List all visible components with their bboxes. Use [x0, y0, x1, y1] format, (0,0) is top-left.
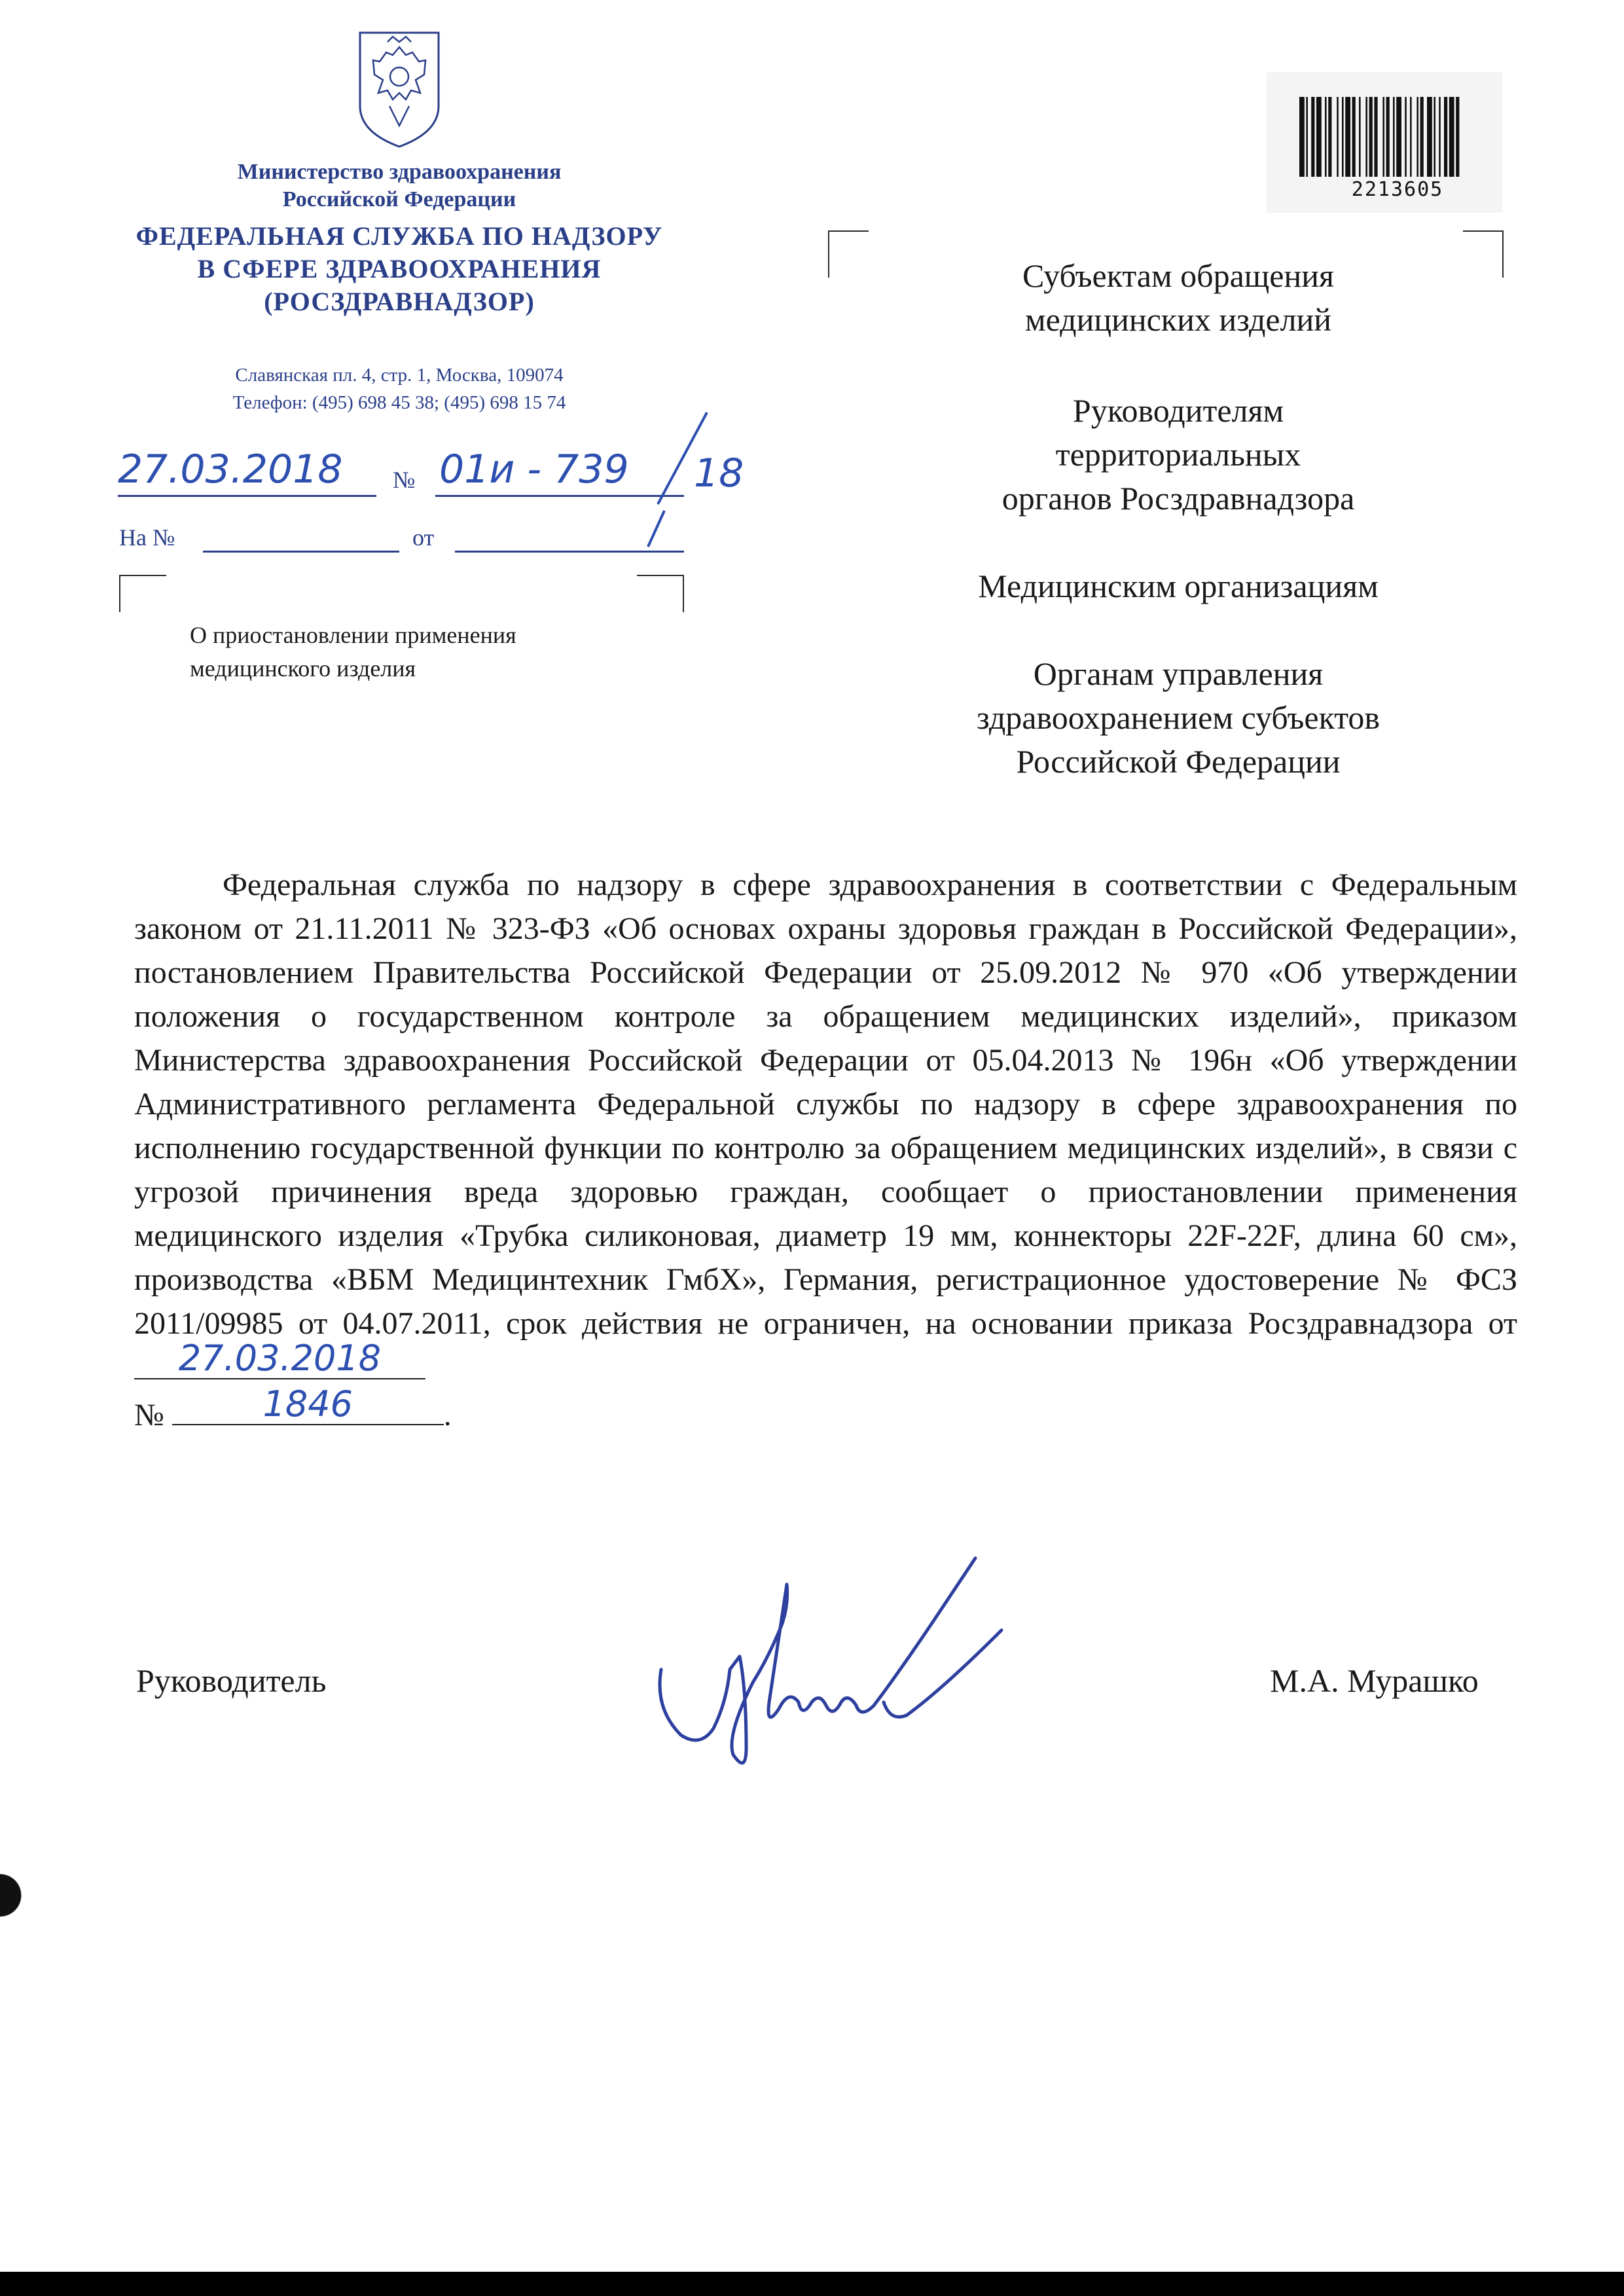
scan-edge	[0, 2272, 1624, 2296]
reply-number-label: На №	[119, 524, 175, 551]
ministry-name	[124, 158, 674, 213]
addressee-group-2	[871, 389, 1486, 520]
order-date: 27.03.2018	[178, 1338, 382, 1379]
reply-number-line	[203, 527, 399, 553]
service-line-2: В СФЕРЕ ЗДРАВООХРАНЕНИЯ	[197, 254, 602, 283]
barcode-bar	[1456, 97, 1459, 177]
barcode-bar	[1365, 97, 1367, 177]
barcode-bar	[1382, 97, 1384, 177]
barcode-bar	[1449, 97, 1454, 177]
barcode-bar	[1352, 97, 1356, 177]
addressee-line: Органам управления	[1033, 655, 1324, 692]
barcode-bar	[1345, 97, 1350, 177]
addressee-corner-left	[828, 230, 869, 278]
barcode-bar	[1311, 97, 1314, 177]
barcode-bar	[1444, 97, 1447, 177]
barcode-bar	[1337, 97, 1339, 177]
addressee-line: Руководителям	[1072, 392, 1284, 429]
barcode-bar	[1405, 97, 1407, 177]
addressee-group-3	[871, 564, 1486, 608]
subject-corner-left	[119, 575, 166, 612]
service-address	[124, 361, 674, 416]
barcode-number: 2213605	[1351, 178, 1444, 201]
barcode-bar	[1439, 97, 1441, 177]
addressee-line: Российской Федерации	[1016, 743, 1341, 780]
subject-corner-right	[637, 575, 684, 612]
barcode-bar	[1369, 97, 1373, 177]
addressee-line: Субъектам обращения	[1022, 257, 1334, 294]
reply-from-line	[455, 527, 684, 553]
letter-subject	[190, 619, 661, 685]
addressee-group-4	[871, 652, 1486, 784]
reply-from-label: от	[412, 524, 435, 551]
barcode-bar	[1359, 97, 1361, 177]
registration-number: 01и - 739	[439, 446, 629, 492]
barcode-bar	[1393, 97, 1395, 177]
registration-number-label: №	[393, 467, 416, 493]
coat-of-arms-emblem	[347, 27, 452, 151]
ministry-line-2: Российской Федерации	[282, 187, 516, 211]
addressee-line: медицинских изделий	[1024, 301, 1332, 338]
addressee-line: здравоохранением субъектов	[976, 699, 1380, 736]
address-line: Славянская пл. 4, стр. 1, Москва, 109074	[235, 365, 564, 386]
registration-number-suffix: 18	[694, 450, 744, 496]
letter-body	[134, 863, 1517, 1437]
order-number-label: №	[134, 1398, 164, 1432]
subject-line-2: медицинского изделия	[190, 655, 416, 682]
order-date-field	[134, 1338, 425, 1379]
handwritten-signature	[648, 1539, 1041, 1787]
barcode-bar	[1342, 97, 1344, 177]
barcode-bar	[1316, 97, 1322, 177]
barcode-bar	[1434, 97, 1435, 177]
addressee-line: органов Росздравнадзора	[1001, 480, 1355, 517]
barcode-image	[1299, 97, 1496, 177]
barcode-bar	[1427, 97, 1432, 177]
barcode-bar	[1396, 97, 1401, 177]
body-paragraph: Федеральная служба по надзору в сфере здравоохранения в соответствии с Федеральным законом от 21.11.2011 № 323-ФЗ «Об основах охраны здоровья граждан в Российской Федерации», постановлением Правительства Российской Федерации от 25.09.2012 № 970 «Об утверждении положения о государственном контроле за обращением медицинских изделий», приказом Министерства здравоохранения Российской Федерации от 05.04.2013 № 196н «Об утверждении Административного регламента Федеральной службы по надзору в сфере здравоохранения по исполнению государственной функции по контролю за обращением медицинских изделий», в связи с угрозой причинения вреда здоровью граждан, сообщает о приостановлении применения медицинского изделия «Трубка силиконовая, диаметр 19 мм, коннекторы 22F-22F, длина 60 см», производства «ВБМ Медицинтехник ГмбХ», Германия, регистрационное удостоверение № ФСЗ 2011/09985 от 04.07.2011, срок действия не ограничен, на основании приказа Росздравнадзора от	[134, 867, 1517, 1341]
signatory-name: М.А. Мурашко	[1270, 1662, 1479, 1699]
barcode-bar	[1328, 97, 1331, 177]
barcode-bar	[1420, 97, 1424, 177]
barcode-bar	[1410, 97, 1412, 177]
service-line-3: (РОСЗДРАВНАДЗОР)	[264, 287, 535, 316]
registration-date-field	[118, 446, 376, 497]
barcode-bar	[1374, 97, 1377, 177]
barcode-bar	[1416, 97, 1418, 177]
phone-line: Телефон: (495) 698 45 38; (495) 698 15 74	[232, 392, 566, 413]
order-number-field	[172, 1383, 444, 1425]
registration-date: 27.03.2018	[118, 446, 343, 492]
subject-line-1: О приостановлении применения	[190, 622, 516, 648]
scan-margin-mark	[0, 1872, 26, 1918]
body-end-punct: .	[443, 1398, 452, 1432]
addressee-group-1	[871, 254, 1486, 342]
service-name	[98, 220, 700, 318]
barcode-bar	[1386, 97, 1390, 177]
order-number: 1846	[262, 1383, 353, 1425]
barcode-bar	[1306, 97, 1308, 177]
addressee-line: Медицинским организациям	[978, 568, 1379, 604]
addressee-line: территориальных	[1055, 436, 1301, 473]
ministry-line-1: Министерство здравоохранения	[237, 160, 562, 184]
barcode-bar	[1299, 97, 1305, 177]
signatory-title: Руководитель	[136, 1662, 327, 1699]
service-line-1: ФЕДЕРАЛЬНАЯ СЛУЖБА ПО НАДЗОРУ	[135, 221, 663, 251]
barcode-bar	[1325, 97, 1327, 177]
